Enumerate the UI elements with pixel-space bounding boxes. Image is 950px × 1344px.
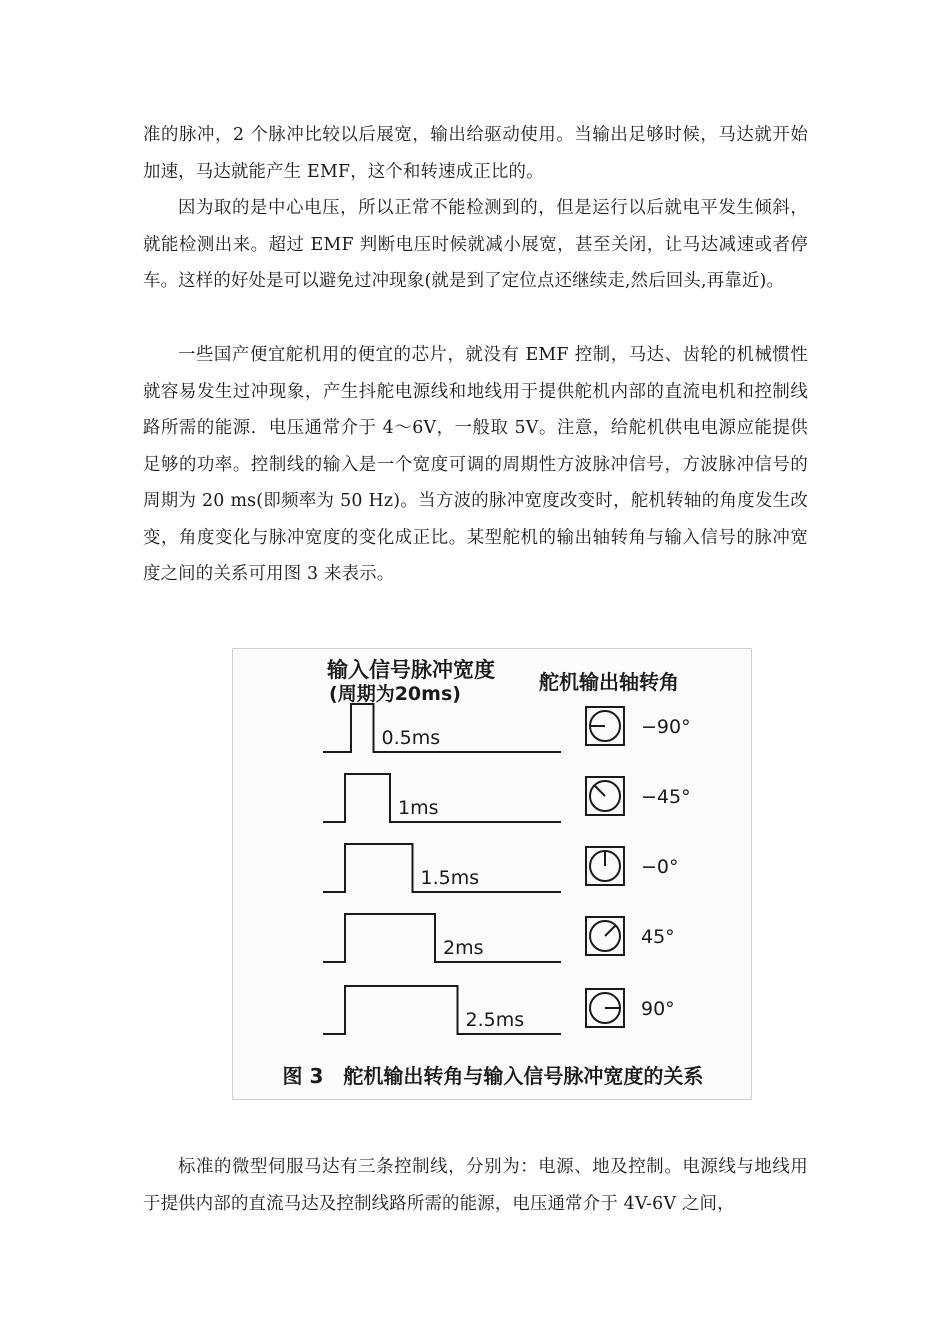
dial-pointer: [605, 925, 616, 936]
left-header-line1: 输入信号脉冲宽度: [327, 658, 495, 682]
pulse-width-label: 2ms: [443, 937, 484, 959]
angle-label: 90°: [641, 998, 675, 1020]
figure-rows: [323, 704, 691, 1034]
pulse-width-label: 0.5ms: [381, 727, 441, 749]
figure-caption: 图 3 舵机输出转角与输入信号脉冲宽度的关系: [282, 1064, 704, 1088]
pulse-waveform: [323, 986, 561, 1034]
angle-label: −90°: [641, 716, 691, 738]
angle-label: −0°: [641, 856, 679, 878]
paragraph-2: 因为取的是中心电压，所以正常不能检测到的，但是运行以后就电平发生倾斜，就能检测出来。超过 EMF 判断电压时候就减小展宽，甚至关闭，让马达减速或者停车。这样的好处是可以避免过冲现象(就是到了定位点还继续走,然后回头,再靠近)。: [143, 198, 808, 291]
pulse-waveform: [323, 914, 561, 962]
paragraph-3: 一些国产便宜舵机用的便宜的芯片，就没有 EMF 控制，马达、齿轮的机械惯性就容易发生过冲现象，产生抖舵电源线和地线用于提供舵机内部的直流电机和控制线路所需的能源．电压通常介于 4～6V，一般取 5V。注意，给舵机供电电源应能提供足够的功率。控制线的输入是一个宽度可调的周期性方波脉冲信号，方波脉冲信号的周期为 20 ms(即频率为 50 Hz)。当方波的脉冲宽度改变时，舵机转轴的角度发生改变，角度变化与脉冲宽度的变化成正比。某型舵机的输出轴转角与输入信号的脉冲宽度之间的关系可用图 3 来表示。: [143, 345, 808, 584]
pulse-waveform: [323, 774, 561, 822]
paragraph-4: 标准的微型伺服马达有三条控制线，分别为：电源、地及控制。电源线与地线用于提供内部的直流马达及控制线路所需的能源，电压通常介于 4V-6V 之间，: [143, 1157, 808, 1214]
pulse-width-label: 1.5ms: [420, 867, 480, 889]
angle-label: −45°: [641, 786, 691, 808]
pulse-width-label: 1ms: [398, 797, 439, 819]
angle-label: 45°: [641, 926, 675, 948]
right-header: 舵机输出轴转角: [539, 670, 679, 694]
figure-3: [232, 648, 752, 1100]
pulse-waveform: [323, 704, 561, 752]
dial-pointer: [594, 785, 605, 796]
pulse-width-label: 2.5ms: [465, 1009, 525, 1031]
paragraph-1: 准的脉冲，2 个脉冲比较以后展宽，输出给驱动使用。当输出足够时候，马达就开始加速，马达就能产生 EMF，这个和转速成正比的。: [143, 125, 808, 182]
left-header-line2: (周期为20ms): [329, 683, 461, 705]
figure-diagram: [233, 649, 753, 1101]
